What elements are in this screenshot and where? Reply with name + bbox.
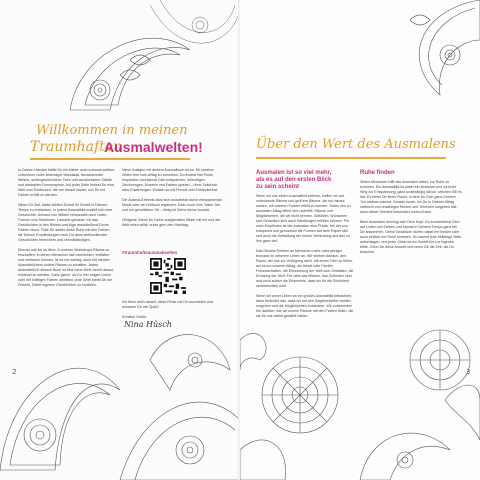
right-col1-paragraph: Wenn wir uns einem Ausmalbild widmen, treffen wir auf unbekannte Räume und größere Bäume, die nur darauf warten, mit unseren Farben erfüllt zu werden. Jedes neu zu ausmalen Alltag öffnet sich unerfüllt. Räume und Möglichkeiten, die wir nicht kennen. Gefühlen, Wünschen und Gedanken sich auch Handlungen erfüllen können. Für mich Empfinden ist der Ausmalen eine Praxis, bei der uns entspannt und genussvoll die Formen auf dem Papier fällt und auch die Gestaltung der neuen Verbindung aus den zu ihm ganz viel.	[256, 194, 351, 243]
left-page-number: 2	[12, 368, 17, 376]
paisley-ornament-top-right-icon	[380, 0, 480, 100]
right-col2-paragraph: Vielen Menschen trifft das Ausmalen dabei, zur Ruhe zu kommen. Ein Ausmalbild ist dabei ein einfacher und sicherer Weg zur Entspannung, ganz unabhängig davon, welchen Stil es hat. Es bietet Dir einen Raum, in dem Du Dich ganz Deinem Tun widmen kannst. Gerade heute, wo Du in Deinem Alltag vielleicht von unzähligen Reizen und Terminen umgeben bist, kann dieser Moment besonders wertvoll sein.	[360, 180, 462, 214]
right-subheading-1b: als es auf den ersten Blick	[256, 177, 332, 183]
author-signature: Nina Hüsch	[124, 320, 172, 329]
left-col2-paragraph: Die Ausmal-Erlebnis lässt sich wunderbar durch entspannende Musik oder ein Hörbuch ergänzen. Dazu noch eine Tasse Tee und ein gemütlicher Ort – fertig ist Deine kleine Auszeit.	[122, 198, 222, 212]
left-heading-script: Willkommen in meinen	[36, 123, 188, 138]
qr-code-icon[interactable]	[150, 258, 186, 294]
left-text-column-2	[122, 168, 222, 248]
right-subheading-2: Ruhe finden	[360, 170, 395, 176]
right-text-column-2	[360, 180, 462, 300]
left-closing-text	[122, 300, 222, 320]
right-text-column-1	[256, 194, 354, 334]
hashtag-link[interactable]: #traumhafteausmalwelten	[122, 250, 178, 255]
right-heading-underline	[256, 157, 446, 159]
paisley-ornament-corner-icon	[150, 0, 240, 60]
right-page-number: 3	[466, 368, 471, 376]
left-col2-paragraph: Übrigens: Wenn Du Deine ausgemalten Bilder mit mir und der Welt teilen willst, nutze gern den Hashtag:	[122, 218, 221, 227]
right-heading-script: Über den Wert des Ausmalens	[256, 137, 456, 152]
left-col2-paragraph: Nimm Anlagen mit diesem Ausmalbuch ist es, Dir kreative Zeiten fern vom Alltag zu schenken. Du findest hier Ruhe, Inspiration und kannst Dich entspannen, lebendigen Zeichnungen, Mustern und Farben spielen – ohne Zeitdruck oder Erwartungen. Einfach so mit Freude und Entdeckerlust.	[122, 168, 219, 192]
greeting-text: Kreative Grüße	[122, 315, 147, 319]
left-col1-paragraph: Nimm Dir Zeit, diese Welten Schritt für Schritt in Deinem Tempo zu entdecken. In jedem Ausmalbild erzählt sich eine Geschichte. Anhand von Welten verwandeln sich Linien, Formen und Strukturen. Lausche genauer, ich das Geschichten in den Bildern und füge anschließend Deine Farben hinzu. Folle Dir selber diese Ruhe mit den Farben, die Deinen Empfindungen nach Du dann wohlwollenden Geschichten bereichern und vervollständigen.	[18, 203, 113, 242]
right-col1-paragraph: Wenn wir unser Leben an ein großes Ausmalbild betrachten, dann bedeutet das, dass wir mit den Gegebenheiten kreativ umgehen und die Möglichkeiten entdecken. Wir entscheiden frei darüber, wie wir unsere Räume mit den Farben füllen, die wir für uns selbst gewählt haben.	[256, 294, 354, 318]
right-col1-paragraph: Das Gleiche Erleben an Menschen mehr oder weniger bewusst im unserem Leben an. Wir streben danach, den Raum, der uns zur Verfügung steht, mit einem Sinn zu füllen, sei es um unseren Alltag, die Arbeit oder Familie, Freundschaften, die Erforschung der Welt zum Gestalten, die Erholung der Welt. Für viele das Wissen, das Zufrieden sind und nicht zuletzt die Erkenntnis, dass wir für die Schönheit verantwortlich sind.	[256, 249, 354, 288]
left-heading-script-2: Traumhaften	[30, 139, 123, 155]
left-heading-bold: Ausmalwelten!	[104, 139, 203, 155]
right-subheading-1c: zu sein scheint	[256, 184, 300, 190]
left-col1-paragraph: Ebenso wie ich es liebe, in meinen Workshops Räume zu erschaffen, in denen Menschen sich wohlfühlen, entfalten und vertrauen können, ist es mir wichtig, auch mit meinen Ausmalbüchern solche Räume zu schaffen. Jedes Ausmalbild in diesem Buch ist eine neue Welt, bereit darauf, entdeckt zu werden. Ganz gleich, ob Du mit ruhigen Linien oder mit kräftigen Farben arbeitest, jede Seite bietet Dir die Freiheit, Deine eigenen Geschichten zu erzählen.	[18, 248, 114, 287]
left-text-column-1	[18, 168, 116, 338]
heading-underline	[30, 158, 190, 160]
right-subheading-1a: Ausmalen ist so viel mehr,	[256, 170, 332, 176]
right-page	[240, 0, 480, 480]
closing-paragraph: Ich freue mich darauf, diese Reise mit Dir anzutreten und wünsche Dir viel Spaß!	[122, 300, 213, 309]
left-col1-paragraph: In Deinen Händen hältst Du ein bisher noch schwarz-weißes Universum voller lebendiger Mandalas, bezaubernder Wesen, außergewöhnlicher Tiere und wundersamer Städte und abstrakter Formenspiele. Auf jeder Seite findest Du eine Welt zum Entdecken, die nur darauf wartet, von Dir mit Farben erfüllt zu werden.	[18, 168, 115, 197]
right-col2-paragraph: Beim Ausmalen beruhigt sich Dein Kopf. Du konzentrierst Dich auf Linien und Farben und kannst in Deinem Tempo ganz bei Dir ankommen. Deine Gedanken dürfen dabei frei fließen oder auch einfach zur Ruhe kommen. Du kannst jede beliebige Seite aufschlagen, und jeder Strich ist ein Schritt hin zur eigenen Mitte. Gönn Dir diese Auszeit und nimm Dir die Zeit, die Du brauchst.	[360, 220, 462, 254]
